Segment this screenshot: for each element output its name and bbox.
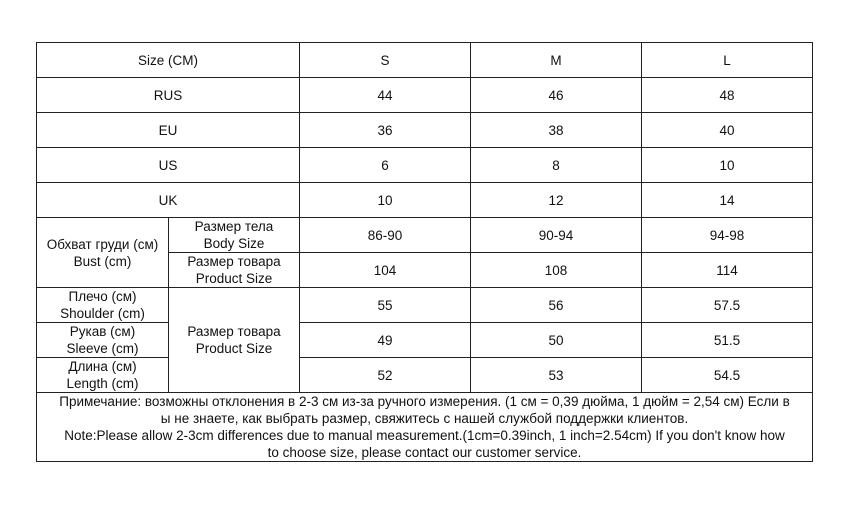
shoulder-label-ru: Плечо (см) [68, 289, 137, 304]
row-label: EU [37, 113, 300, 148]
shoulder-label [37, 288, 169, 323]
header-label: Size (CM) [37, 43, 300, 78]
sleeve-label-en: Sleeve (cm) [66, 341, 139, 356]
table-cell: 12 [471, 183, 642, 218]
table-cell: 44 [300, 78, 471, 113]
bust-label [37, 218, 169, 288]
table-cell: 10 [642, 148, 813, 183]
product-size-label-en: Product Size [195, 341, 273, 356]
table-cell: 48 [642, 78, 813, 113]
table-row-length [37, 358, 813, 393]
body-size-label-ru: Размер тела [194, 219, 274, 234]
table-cell: 86-90 [300, 218, 471, 253]
body-size-label [169, 218, 300, 253]
table-cell: 54.5 [642, 358, 813, 393]
table-row-bust-body [37, 218, 813, 253]
size-l-header: L [642, 43, 813, 78]
table-row-eu [37, 113, 813, 148]
product-size-label [169, 253, 300, 288]
table-cell: 40 [642, 113, 813, 148]
table-cell: 104 [300, 253, 471, 288]
table-cell: 14 [642, 183, 813, 218]
sleeve-label [37, 323, 169, 358]
product-size-label-ru: Размер товара [187, 254, 281, 269]
row-label: RUS [37, 78, 300, 113]
table-cell: 51.5 [642, 323, 813, 358]
length-label [37, 358, 169, 393]
table-cell: 94-98 [642, 218, 813, 253]
table-cell: 90-94 [471, 218, 642, 253]
table-cell: 55 [300, 288, 471, 323]
shoulder-label-en: Shoulder (cm) [60, 306, 145, 321]
table-row-uk [37, 183, 813, 218]
product-size-label [169, 288, 300, 393]
note-line-en-2: to choose size, please contact our customer service. [267, 445, 582, 460]
table-cell: 49 [300, 323, 471, 358]
note-line-en-1: Note:Please allow 2-3cm differences due to manual measurement.(1cm=0.39inch, 1 inch=2.54cm) If you don't know how [64, 428, 785, 443]
sleeve-label-ru: Рукав (см) [69, 324, 136, 339]
table-cell: 114 [642, 253, 813, 288]
measurement-note [37, 393, 813, 462]
size-chart-table [36, 42, 813, 462]
table-cell: 53 [471, 358, 642, 393]
row-label: UK [37, 183, 300, 218]
length-label-ru: Длина (см) [68, 359, 137, 374]
table-cell: 10 [300, 183, 471, 218]
bust-label-en: Bust (cm) [73, 253, 132, 269]
note-line-ru-1: Примечание: возможны отклонения в 2-3 см из-за ручного измерения. (1 см = 0,39 дюйма, 1 дюйм = 2,54 см) Если в [59, 394, 790, 409]
table-row-rus [37, 78, 813, 113]
table-cell: 50 [471, 323, 642, 358]
note-row [37, 393, 813, 462]
table-cell: 8 [471, 148, 642, 183]
bust-label-ru: Обхват груди (см) [46, 236, 159, 252]
header-row [37, 43, 813, 78]
size-s-header: S [300, 43, 471, 78]
table-cell: 57.5 [642, 288, 813, 323]
product-size-label-en: Product Size [195, 271, 273, 286]
table-cell: 6 [300, 148, 471, 183]
table-cell: 36 [300, 113, 471, 148]
size-m-header: M [471, 43, 642, 78]
table-cell: 108 [471, 253, 642, 288]
note-line-ru-2: ы не знаете, как выбрать размер, свяжитесь с нашей службой поддержки клиентов. [160, 411, 689, 426]
table-row-us [37, 148, 813, 183]
table-row-shoulder [37, 288, 813, 323]
length-label-en: Length (cm) [66, 376, 139, 391]
table-cell: 56 [471, 288, 642, 323]
product-size-label-ru: Размер товара [187, 324, 281, 339]
row-label: US [37, 148, 300, 183]
table-cell: 46 [471, 78, 642, 113]
body-size-label-en: Body Size [203, 236, 265, 251]
table-row-sleeve [37, 323, 813, 358]
table-cell: 38 [471, 113, 642, 148]
table-cell: 52 [300, 358, 471, 393]
